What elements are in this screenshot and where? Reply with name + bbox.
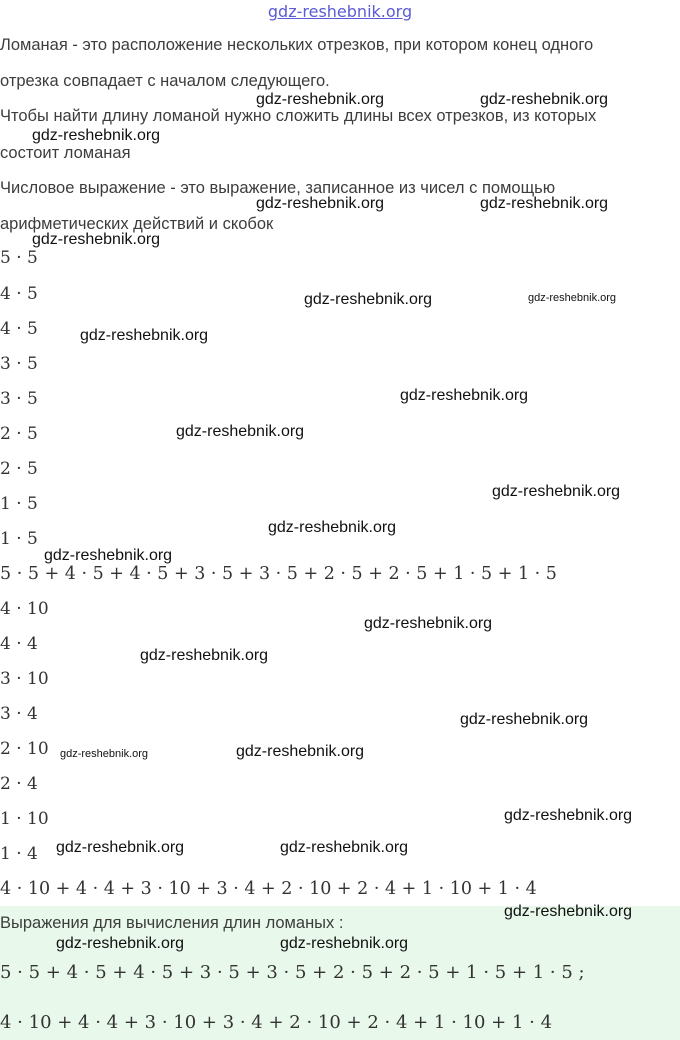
product-item: 3 · 10 xyxy=(0,669,49,689)
watermark: gdz-reshebnik.org xyxy=(480,195,609,212)
product-item: 3 · 5 xyxy=(0,389,38,409)
watermark: gdz-reshebnik.org xyxy=(460,711,589,728)
watermark: gdz-reshebnik.org xyxy=(528,292,617,304)
watermark: gdz-reshebnik.org xyxy=(400,387,529,404)
watermark: gdz-reshebnik.org xyxy=(176,423,305,440)
product-item: 3 · 4 xyxy=(0,704,38,724)
product-item: 1 · 5 xyxy=(0,529,38,549)
watermark: gdz-reshebnik.org xyxy=(32,127,161,144)
sum-expression-1: 5 · 5 + 4 · 5 + 4 · 5 + 3 · 5 + 3 · 5 + 2 · 5 + 2 · 5 + 1 · 5 + 1 · 5 xyxy=(0,564,557,584)
watermark: gdz-reshebnik.org xyxy=(256,195,385,212)
polyline-length-rule-line1: Чтобы найти длину ломаной нужно сложить длины всех отрезков, из которых xyxy=(0,107,597,125)
watermark: gdz-reshebnik.org xyxy=(504,807,633,824)
product-item: 2 · 10 xyxy=(0,739,49,759)
watermark: gdz-reshebnik.org xyxy=(140,647,269,664)
site-header-link[interactable]: gdz-reshebnik.org xyxy=(267,2,413,21)
answer-expression-1: 5 · 5 + 4 · 5 + 4 · 5 + 3 · 5 + 3 · 5 + 2 · 5 + 2 · 5 + 1 · 5 + 1 · 5 ; xyxy=(0,962,585,983)
product-item: 2 · 5 xyxy=(0,424,38,444)
product-item: 2 · 4 xyxy=(0,774,38,794)
watermark: gdz-reshebnik.org xyxy=(304,291,433,308)
numeric-expression-def-line2: арифметических действий и скобок xyxy=(0,215,274,233)
polyline-length-rule-line2: состоит ломаная xyxy=(0,144,131,162)
product-item: 1 · 4 xyxy=(0,844,38,864)
watermark: gdz-reshebnik.org xyxy=(60,748,149,760)
product-item: 4 · 5 xyxy=(0,284,38,304)
answer-title: Выражения для вычисления длин ломаных : xyxy=(0,914,344,932)
product-item: 1 · 5 xyxy=(0,494,38,514)
watermark: gdz-reshebnik.org xyxy=(480,91,609,108)
watermark: gdz-reshebnik.org xyxy=(280,935,409,952)
watermark: gdz-reshebnik.org xyxy=(56,839,185,856)
product-item: 4 · 5 xyxy=(0,319,38,339)
watermark: gdz-reshebnik.org xyxy=(236,743,365,760)
watermark: gdz-reshebnik.org xyxy=(280,839,409,856)
product-item: 5 · 5 xyxy=(0,248,38,268)
definition-polyline-line2: отрезка совпадает с началом следующего. xyxy=(0,72,330,90)
product-item: 1 · 10 xyxy=(0,809,49,829)
watermark: gdz-reshebnik.org xyxy=(364,615,493,632)
numeric-expression-def-line1: Числовое выражение - это выражение, записанное из чисел с помощью xyxy=(0,179,556,197)
watermark: gdz-reshebnik.org xyxy=(256,91,385,108)
watermark: gdz-reshebnik.org xyxy=(44,547,173,564)
watermark: gdz-reshebnik.org xyxy=(268,519,397,536)
watermark: gdz-reshebnik.org xyxy=(504,903,633,920)
product-item: 2 · 5 xyxy=(0,459,38,479)
answer-expression-2: 4 · 10 + 4 · 4 + 3 · 10 + 3 · 4 + 2 · 10 + 2 · 4 + 1 · 10 + 1 · 4 xyxy=(0,1012,553,1033)
product-item: 3 · 5 xyxy=(0,354,38,374)
watermark: gdz-reshebnik.org xyxy=(492,483,621,500)
sum-expression-2: 4 · 10 + 4 · 4 + 3 · 10 + 3 · 4 + 2 · 10 + 2 · 4 + 1 · 10 + 1 · 4 xyxy=(0,879,537,899)
watermark: gdz-reshebnik.org xyxy=(56,935,185,952)
watermark: gdz-reshebnik.org xyxy=(32,231,161,248)
definition-polyline-line1: Ломаная - это расположение нескольких отрезков, при котором конец одного xyxy=(0,36,594,54)
product-item: 4 · 10 xyxy=(0,599,49,619)
product-item: 4 · 4 xyxy=(0,634,38,654)
watermark: gdz-reshebnik.org xyxy=(80,327,209,344)
